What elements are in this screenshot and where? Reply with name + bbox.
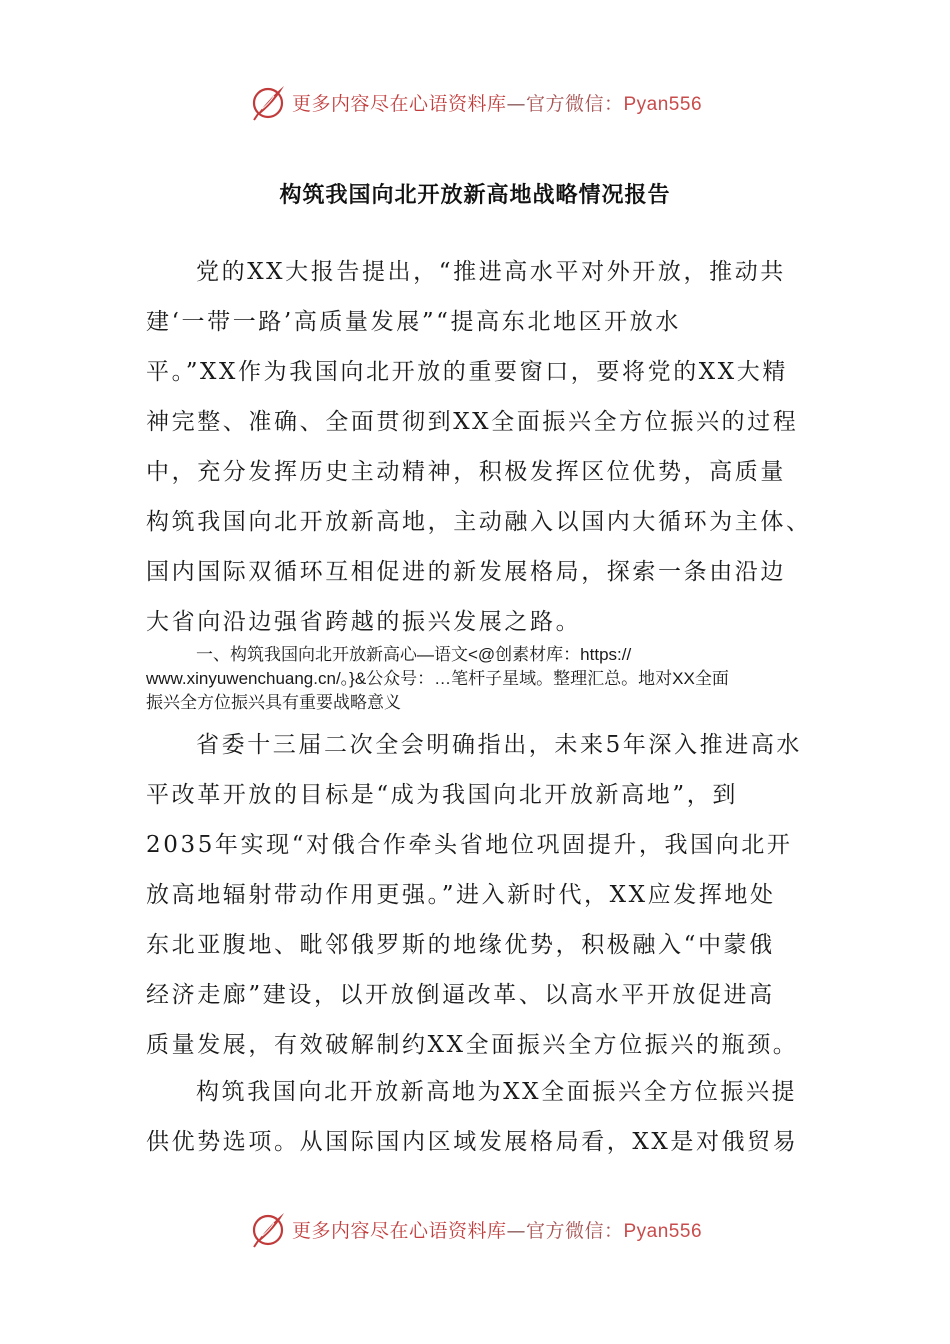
paragraph-line: 国内国际双循环互相促进的新发展格局，探索一条由沿边 [146, 559, 786, 585]
watermark-main: 更多内容尽在心语资料库 [291, 92, 507, 115]
section-heading [146, 643, 806, 715]
paragraph-line: 构筑我国向北开放新高地，主动融入以国内大循环为主体、 [146, 509, 812, 535]
watermark-wechat-label: 官方微信： [525, 92, 624, 115]
watermark-dash: — [506, 92, 526, 115]
paragraph-3 [146, 1067, 806, 1167]
section-heading-line: 振兴全方位振兴具有重要战略意义 [146, 693, 401, 712]
watermark-banner-top [0, 80, 950, 124]
paragraph-line: 质量发展，有效破解制约XX全面振兴全方位振兴的瓶颈。 [146, 1032, 799, 1058]
watermark-wechat-id: Pyan556 [623, 1220, 703, 1242]
paragraph-1 [146, 247, 812, 647]
paragraph-line: 中，充分发挥历史主动精神，积极发挥区位优势，高质量 [146, 459, 786, 485]
document-title: 构筑我国向北开放新高地战略情况报告 [279, 183, 671, 208]
paragraph-line: 2035年实现“对俄合作牵头省地位巩固提升，我国向北开 [146, 832, 793, 858]
paragraph-line: 构筑我国向北开放新高地为XX全面振兴全方位振兴提 [196, 1079, 798, 1105]
paragraph-line: 平。”XX作为我国向北开放的重要窗口，要将党的XX大精 [146, 359, 788, 385]
paragraph-line: 建‘一带一路’高质量发展”“提高东北地区开放水 [146, 309, 681, 335]
watermark-dash: — [506, 1219, 526, 1242]
section-heading-line: www.xinyuwenchuang.cn/。}&公众号：…笔杆子星域。整理汇总。地对XX全面 [146, 669, 729, 688]
paragraph-line: 经济走廊”建设，以开放倒逼改革、以高水平开放促进高 [146, 982, 775, 1008]
paragraph-line: 省委十三届二次全会明确指出，未来5年深入推进高水 [196, 732, 803, 758]
quill-logo-icon [248, 82, 288, 122]
quill-logo-icon [248, 1209, 288, 1249]
paragraph-line: 神完整、准确、全面贯彻到XX全面振兴全方位振兴的过程 [146, 409, 799, 435]
watermark-wechat-label: 官方微信： [525, 1219, 624, 1242]
paragraph-2 [146, 720, 806, 1070]
paragraph-line: 放高地辐射带动作用更强。”进入新时代，XX应发挥地处 [146, 882, 776, 908]
paragraph-line: 党的XX大报告提出，“推进高水平对外开放，推动共 [196, 259, 786, 285]
paragraph-line: 东北亚腹地、毗邻俄罗斯的地缘优势，积极融入“中蒙俄 [146, 932, 775, 958]
watermark-banner-bottom [0, 1207, 950, 1251]
paragraph-line: 供优势选项。从国际国内区域发展格局看，XX是对俄贸易 [146, 1129, 799, 1155]
watermark-wechat-id: Pyan556 [623, 93, 703, 115]
watermark-text [292, 89, 702, 116]
section-heading-line: 一、构筑我国向北开放新高心—语文<@创素材库：https:// [196, 645, 632, 664]
watermark-text [292, 1216, 702, 1243]
paragraph-line: 大省向沿边强省跨越的振兴发展之路。 [146, 609, 582, 635]
paragraph-line: 平改革开放的目标是“成为我国向北开放新高地”，到 [146, 782, 738, 808]
watermark-main: 更多内容尽在心语资料库 [291, 1219, 507, 1242]
